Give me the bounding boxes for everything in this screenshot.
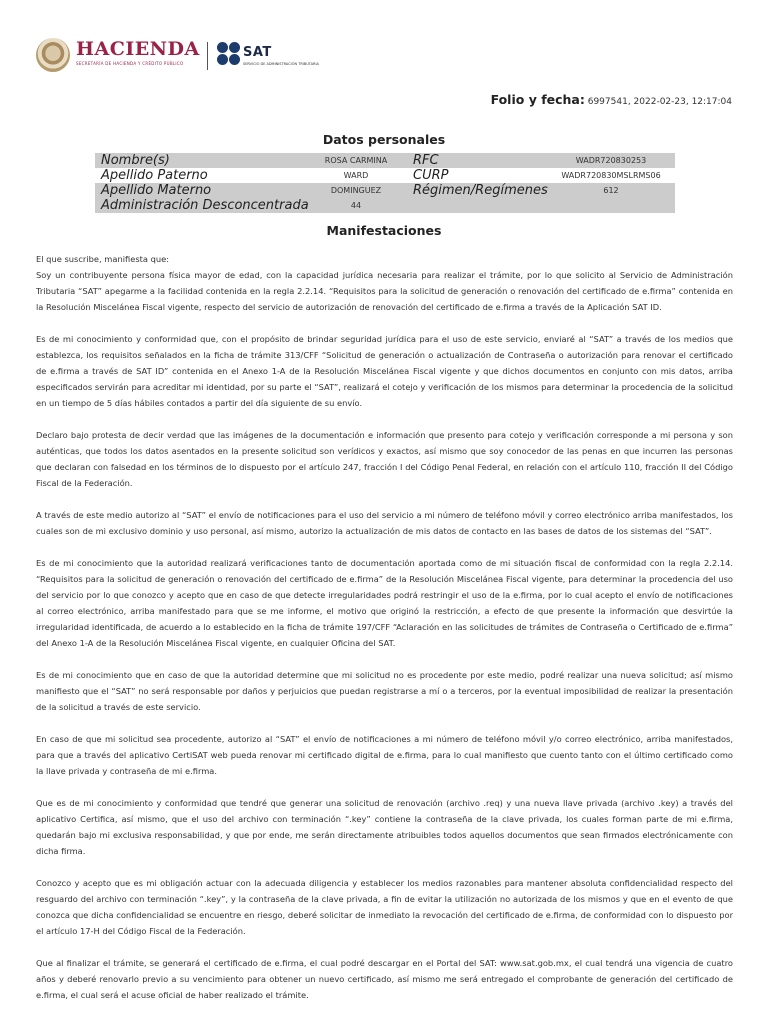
field-label: Apellido Materno (95, 183, 305, 198)
paragraph: Conozco y acepto que es mi obligación actuar con la adecuada diligencia y establecer los medios razonables para mantener absoluta confidencialidad respecto del resguardo del archivo con terminación “.key”, y la contraseña de la clave privada, a fin de evitar la utilización no autorizada de los mismos y que en el evento de que conozca que dicha confidencialidad se encuentre en riesgo, deberé solicitar de inmediato la revocación del certificado de e.firma, de conformidad con lo dispuesto por el artículo 17-H del Código Fiscal de la Federación. (36, 878, 733, 936)
paragraph: Que al finalizar el trámite, se generará el certificado de e.firma, el cual podré descargar en el Portal del SAT: www.sat.gob.mx, el cual tendrá una vigencia de cuatro años y deberé renovarlo previo a su vencimiento para obtener un nuevo certificado, así mismo me será entregado el comprobante de generación del certificado de e.firma, el cual será el acuse oficial de haber realizado el trámite. (36, 958, 733, 1000)
datos-personales-title: Datos personales (322, 132, 446, 147)
manifestaciones-title: Manifestaciones (326, 223, 442, 238)
field-value: 44 (305, 198, 407, 213)
field-label: Administración Desconcentrada (95, 198, 305, 213)
field-value: WADR720830253 (547, 153, 675, 168)
datos-personales-table (95, 153, 675, 213)
hacienda-logo-text: HACIENDA (76, 38, 200, 60)
paragraph: Es de mi conocimiento y conformidad que, con el propósito de brindar seguridad jurídica para el uso de este servicio, enviaré al “SAT” a través de los medios que establezca, los requisitos señalados en la ficha de trámite 313/CFF “Solicitud de generación o actualización de Contraseña o autorización para renovar el certificado de e.firma a través de SAT ID” contenida en el Anexo 1-A de la Resolución Miscelánea Fiscal vigente y que dichos documentos en conjunto con mis datos, arriba especificados servirán para acreditar mi identidad, por su parte el “SAT”, realizará el cotejo y verificación de los mismos para determinar la procedencia de la solicitud en un tiempo de 5 días hábiles contados a partir del día siguiente de su envío. (36, 334, 733, 408)
national-seal-icon (36, 38, 70, 72)
table-row (95, 198, 675, 213)
field-value: ROSA CARMINA (305, 153, 407, 168)
hacienda-subtitle: SECRETARÍA DE HACIENDA Y CRÉDITO PÚBLICO (76, 61, 184, 66)
table-row (95, 153, 675, 168)
folio-value: 6997541, 2022-02-23, 12:17:04 (587, 97, 732, 107)
paragraph: En caso de que mi solicitud sea procedente, autorizo al “SAT” el envío de notificaciones a mi número de teléfono móvil y/o correo electrónico, arriba manifestados, para que a través del aplicativo CertiSAT web pueda renovar mi certificado digital de e.firma, para lo cual manifiesto que cuento tanto con el último certificado como la llave privada y contraseña de mi e.firma. (36, 734, 733, 776)
field-value: WADR720830MSLRMS06 (561, 171, 661, 180)
field-value: WARD (343, 171, 369, 180)
manifestaciones-body (36, 251, 733, 1019)
field-label: Apellido Paterno (101, 168, 208, 183)
paragraph: Soy un contribuyente persona física mayor de edad, con la capacidad jurídica necesaria para realizar el trámite, por lo que solicito al Servicio de Administración Tributaria “SAT” apegarme a la facilidad contenida en la regla 2.2.14. “Requisitos para la solicitud de generación o renovación del certificado de e.firma” contenida en la Resolución Miscelánea Fiscal vigente, respecto del servicio de autorización de renovación del certificado de e.firma a través de la Aplicación SAT ID. (36, 270, 733, 312)
field-value: 612 (547, 183, 675, 198)
field-label: Nombre(s) (95, 153, 305, 168)
field-value: DOMINGUEZ (305, 183, 407, 198)
field-label: RFC (407, 153, 547, 168)
paragraph: Declaro bajo protesta de decir verdad que las imágenes de la documentación e información que presento para cotejo y verificación corresponde a mi persona y son auténticas, que todos los datos asentados en la presente solicitud son verídicos y exactos, así mismo que soy conocedor de las penas en que incurren las personas que declaran con falsedad en los términos de lo dispuesto por el artículo 247, fracción I del Código Penal Federal, en relación con el artículo 110, fracción II del Código Fiscal de la Federación. (36, 430, 733, 488)
table-row (95, 168, 675, 183)
logo-divider (207, 42, 208, 70)
field-value (547, 198, 675, 213)
paragraph: A través de este medio autorizo al “SAT” el envío de notificaciones para el uso del servicio a mi número de teléfono móvil y correo electrónico arriba manifestados, los cuales son de mi exclusivo dominio y uso personal, así mismo, autorizo la actualización de mis datos de contacto en las bases de datos de los sistemas del “SAT”. (36, 510, 733, 536)
field-label: Régimen/Regímenes (407, 183, 547, 198)
sat-logo-text: SAT (243, 45, 272, 60)
document-header (36, 36, 336, 76)
paragraph: Es de mi conocimiento que en caso de que la autoridad determine que mi solicitud no es procedente por este medio, podré realizar una nueva solicitud; así mismo manifiesto que el “SAT” no será responsable por daños y perjuicios que puedan registrarse a mí o a terceros, por la eventual imposibilidad de realizar la presentación de la solicitud a través de este servicio. (36, 670, 733, 712)
folio-label: Folio y fecha: (490, 92, 585, 107)
field-label: CURP (413, 168, 449, 183)
field-label (407, 198, 547, 213)
folio-line (491, 92, 732, 107)
table-row (95, 183, 675, 198)
paragraph: Es de mi conocimiento que la autoridad realizará verificaciones tanto de documentación aportada como de mi situación fiscal de conformidad con la regla 2.2.14. “Requisitos para la solicitud de generación o renovación del certificado de e.firma” de la Resolución Miscelánea Fiscal vigente, para determinar la procedencia del uso del servicio por lo que conozco y acepto que en caso de que detecte irregularidades podrá restringir el uso de la e.firma, por lo cual acepto el envío de notificaciones al correo electrónico, arriba manifestado para que se me informe, el motivo que originó la restricción, a efecto de que presente la información que desvirtúe la irregularidad identificada, de acuerdo a lo establecido en la ficha de trámite 197/CFF “Aclaración en las solicitudes de trámites de Contraseña o Certificado de e.firma” del Anexo 1-A de la Resolución Miscelánea Fiscal vigente, en cualquier Oficina del SAT. (36, 558, 733, 648)
sat-subtitle: SERVICIO DE ADMINISTRACIÓN TRIBUTARIA (243, 62, 319, 66)
sat-logo-icon (217, 42, 241, 66)
paragraph: El que suscribe, manifiesta que: (36, 254, 170, 264)
paragraph: Que es de mi conocimiento y conformidad que tendré que generar una solicitud de renovación (archivo .req) y una nueva llave privada (archivo .key) a través del aplicativo Certifica, así mismo, que el uso del archivo con terminación “.key” contiene la contraseña de la clave privada, los cuales forman parte de mi e.firma, quedarán bajo mi exclusiva responsabilidad, y que por ende, me serán directamente atribuibles todos aquellos documentos que sean firmados electrónicamente con dicha firma. (36, 798, 733, 856)
